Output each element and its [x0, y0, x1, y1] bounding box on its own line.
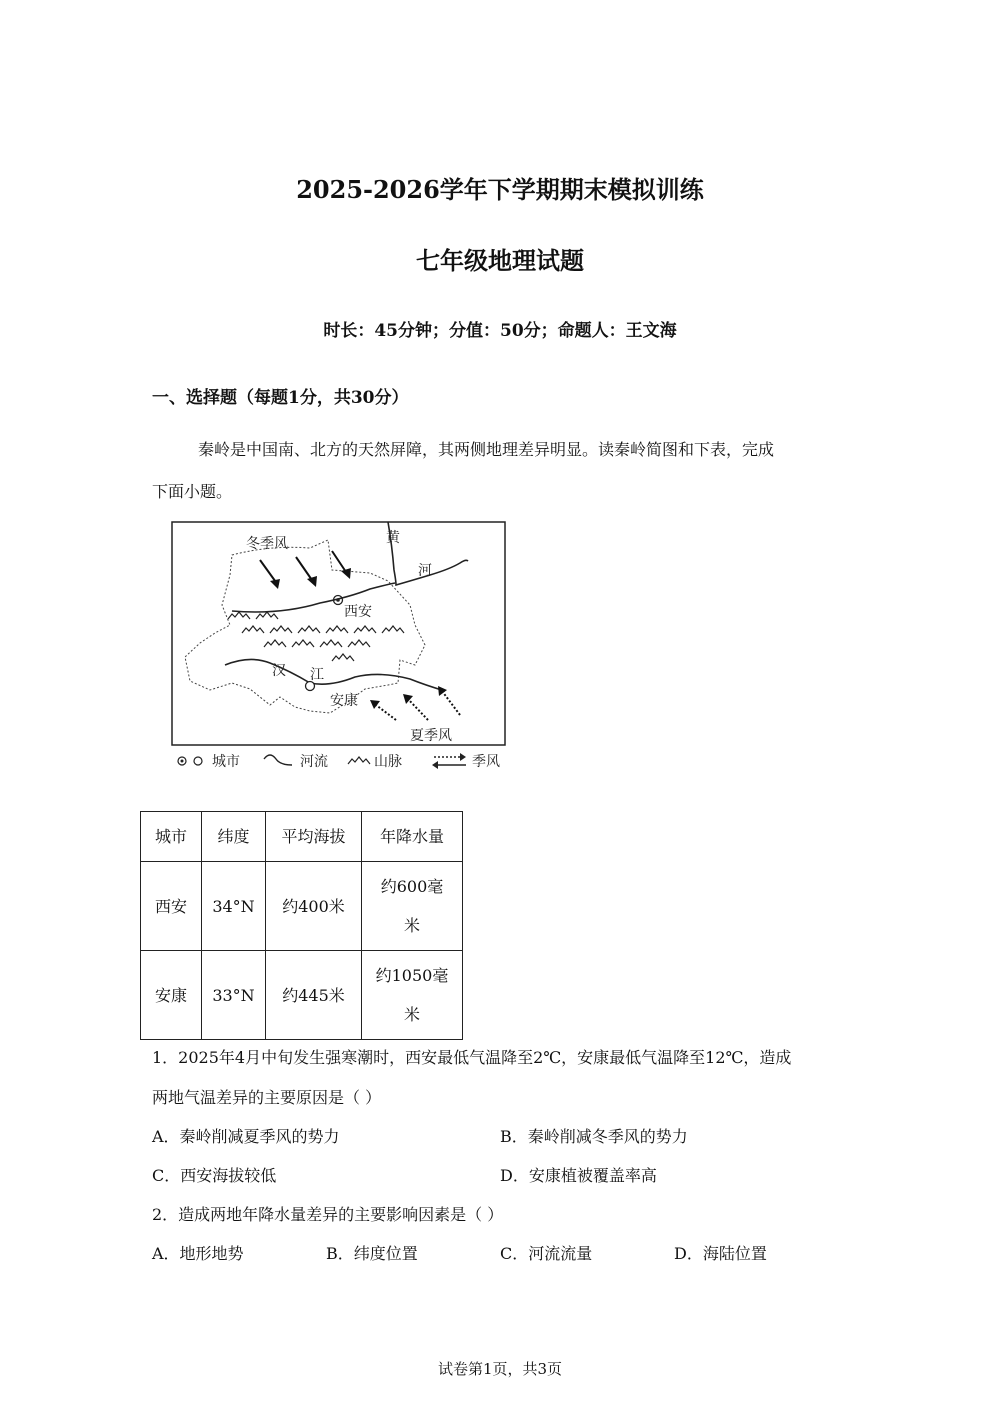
legend-mountain: 山脉 [374, 754, 402, 770]
q2-option-b[interactable]: B．纬度位置 [326, 1244, 418, 1263]
winter-wind-label: 冬季风 [246, 536, 288, 552]
table-row [141, 862, 463, 951]
table-row [141, 951, 463, 1040]
han-label: 汉 [272, 663, 286, 679]
exam-title: 2025-2026学年下学期期末模拟训练 [296, 175, 704, 204]
cell-city: 西安 [141, 862, 202, 951]
question-1-line-2: 两地气温差异的主要原因是（ ） [152, 1088, 382, 1107]
section-heading: 一、选择题（每题1分，共30分） [152, 388, 409, 408]
header-city: 城市 [141, 812, 202, 862]
city-data-table [140, 811, 463, 1040]
huang-label: 黄 [386, 530, 400, 546]
ankang-label: 安康 [330, 693, 358, 709]
exam-meta: 时长：45分钟；分值：50分；命题人：王文海 [323, 321, 677, 341]
map-legend [178, 753, 500, 770]
legend-river: 河流 [300, 754, 328, 770]
xian-label: 西安 [344, 604, 372, 620]
cell-rainfall: 约1050毫 米 [362, 951, 463, 1040]
exam-subtitle: 七年级地理试题 [416, 246, 584, 275]
he-label: 河 [418, 563, 432, 579]
header-altitude: 平均海拔 [266, 812, 362, 862]
mountain-range [228, 612, 404, 661]
qinling-map [160, 515, 520, 780]
legend-city: 城市 [212, 754, 240, 770]
question-2-line-1: 2．造成两地年降水量差异的主要影响因素是（ ） [152, 1205, 504, 1224]
q2-option-c[interactable]: C．河流流量 [500, 1244, 593, 1263]
q1-option-c[interactable]: C．西安海拔较低 [152, 1166, 277, 1185]
q1-option-b[interactable]: B．秦岭削减冬季风的势力 [500, 1127, 688, 1146]
header-latitude: 纬度 [202, 812, 266, 862]
summer-arrow-heads [370, 686, 447, 709]
question-1-line-1: 1．2025年4月中旬发生强寒潮时，西安最低气温降至2℃，安康最低气温降至12℃，造成 [152, 1048, 792, 1067]
cell-rainfall: 约600毫 米 [362, 862, 463, 951]
q2-option-a[interactable]: A．地形地势 [152, 1244, 244, 1263]
q2-option-d[interactable]: D．海陆位置 [674, 1244, 767, 1263]
intro-line-1: 秦岭是中国南、北方的天然屏障，其两侧地理差异明显。读秦岭简图和下表，完成 [198, 440, 775, 459]
page-footer: 试卷第1页，共3页 [437, 1360, 563, 1378]
cell-city: 安康 [141, 951, 202, 1040]
cell-altitude: 约400米 [266, 862, 362, 951]
intro-line-2: 下面小题。 [152, 482, 233, 501]
q1-option-d[interactable]: D．安康植被覆盖率高 [500, 1166, 657, 1185]
map-frame [172, 522, 505, 745]
han-river [225, 659, 445, 691]
cell-altitude: 约445米 [266, 951, 362, 1040]
q1-option-a[interactable]: A．秦岭削减夏季风的势力 [152, 1127, 340, 1146]
jiang-label: 江 [310, 667, 324, 683]
cell-latitude: 33°N [202, 951, 266, 1040]
legend-monsoon: 季风 [472, 754, 500, 770]
cell-latitude: 34°N [202, 862, 266, 951]
header-rainfall: 年降水量 [362, 812, 463, 862]
summer-wind-label: 夏季风 [410, 728, 452, 744]
summer-monsoon-arrows [376, 691, 460, 720]
